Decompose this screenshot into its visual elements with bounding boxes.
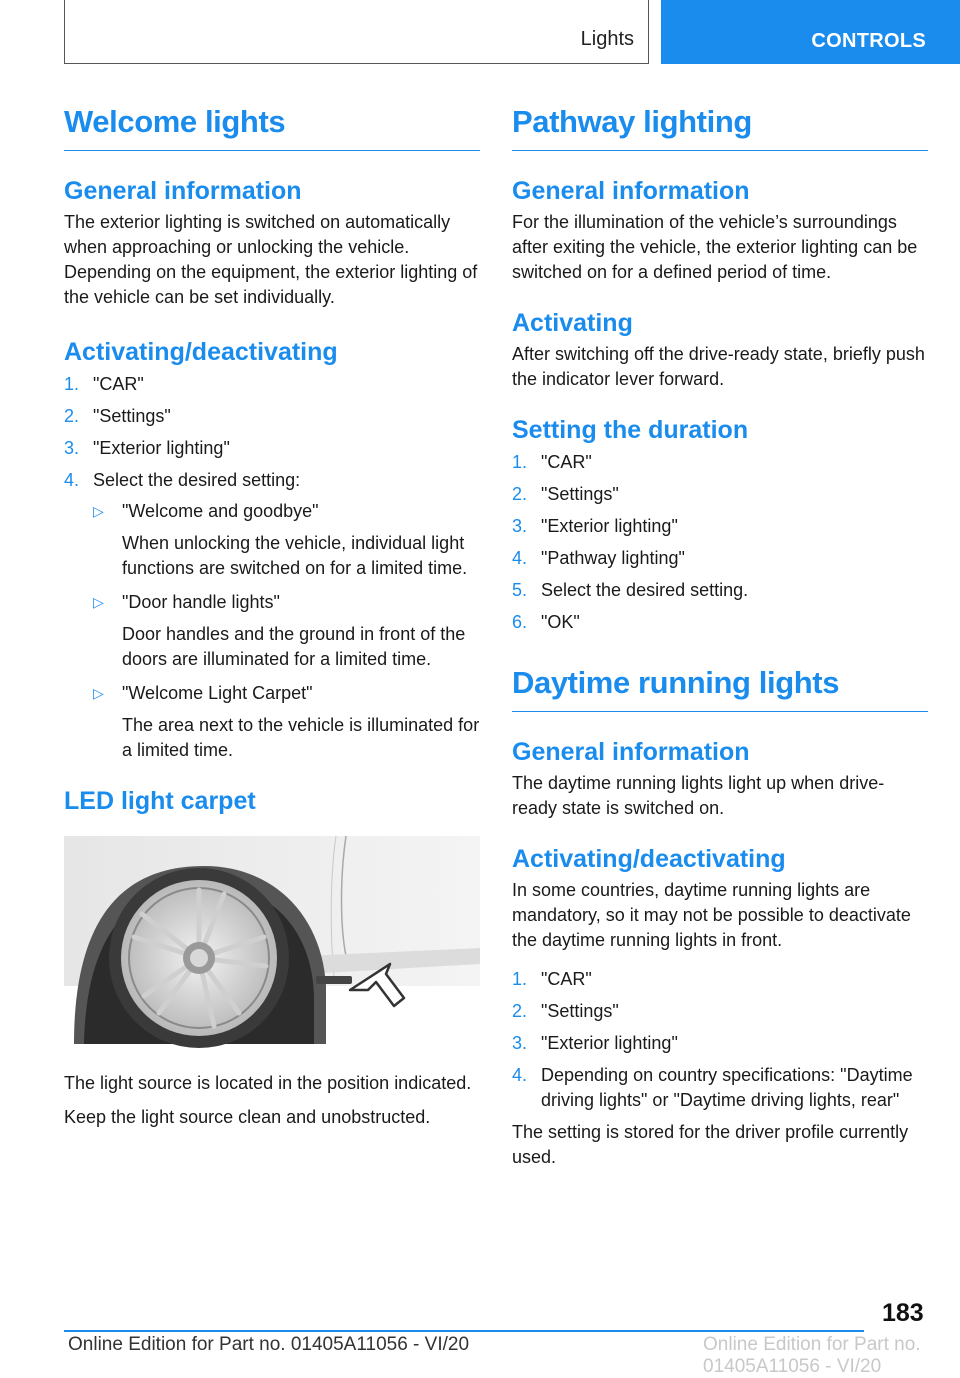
drl-activating-heading: Activating/deactivating	[512, 845, 786, 873]
duration-heading: Setting the duration	[512, 416, 749, 444]
list-item: 1. "CAR"	[512, 452, 592, 472]
list-item: 6. "OK"	[512, 612, 580, 632]
triangle-bullet-icon: ▷	[93, 503, 104, 519]
right-column	[512, 102, 928, 1170]
triangle-bullet-icon: ▷	[93, 685, 104, 701]
drl-steps-list	[512, 967, 928, 1113]
drl-footer-text: The setting is stored for the driver profile currently used.	[512, 1122, 909, 1167]
duration-steps-list	[512, 450, 928, 635]
footer-divider	[64, 1330, 864, 1332]
option-item: ▷ "Welcome and goodbye" When unlocking the vehicle, individual light functions are switched on for a limited time.	[93, 501, 468, 578]
page-number: 183	[882, 1299, 924, 1327]
list-item: 1. "CAR"	[512, 969, 592, 989]
header-chapter-label: CONTROLS	[811, 30, 926, 52]
list-item: 2. "Settings"	[64, 406, 171, 426]
pathway-general-heading: General information	[512, 177, 750, 205]
pathway-lighting-title: Pathway lighting	[512, 102, 928, 151]
list-item: 2. "Settings"	[512, 484, 619, 504]
list-item: 4. "Pathway lighting"	[512, 548, 685, 568]
list-item: 1. "CAR"	[64, 374, 144, 394]
carpet-caption-location: The light source is located in the position indicated.	[64, 1073, 472, 1093]
list-item: 4. Select the desired setting: ▷ "Welcome and goodbye" When unlocking the vehicle, individual light functions are switched on for a limited time. ▷ "Door handle lights" Door handles and the ground in front of the doors are illuminated for a limited time. ▷ "Welcome Light Carpet" The area next to the vehicle is illuminated for a limited time.	[64, 468, 480, 763]
triangle-bullet-icon: ▷	[93, 594, 104, 610]
car-wheel-illustration	[64, 836, 480, 1044]
pathway-activating-text: After switching off the drive-ready state, briefly push the indicator lever forward.	[512, 344, 925, 389]
led-carpet-heading: LED light carpet	[64, 787, 256, 815]
welcome-activating-heading: Activating/deactivating	[64, 338, 338, 366]
header-section-tab	[64, 0, 649, 64]
list-item: 4. Depending on country specifications: "Daytime driving lights" or "Daytime driving lights, rear"	[512, 1065, 913, 1110]
pathway-general-text: For the illumination of the vehicle’s surroundings after exiting the vehicle, the exterior lighting can be switched on for a defined period of time.	[512, 212, 918, 282]
welcome-general-heading: General information	[64, 177, 302, 205]
drl-activating-text: In some countries, daytime running lights are mandatory, so it may not be possible to deactivate the daytime running lights in front.	[512, 880, 911, 950]
left-column	[64, 102, 480, 1130]
list-item: 2. "Settings"	[512, 1001, 619, 1021]
welcome-general-text: The exterior lighting is switched on automatically when approaching or unlocking the vehicle. Depending on the equipment, the exterior lighting of the vehicle can be set individually.	[64, 212, 478, 307]
welcome-lights-title: Welcome lights	[64, 102, 480, 151]
option-item: ▷ "Door handle lights" Door handles and the ground in front of the doors are illuminated for a limited time.	[93, 592, 466, 669]
list-item: 5. Select the desired setting.	[512, 580, 749, 600]
list-item: 3. "Exterior lighting"	[512, 516, 678, 536]
header-section-label: Lights	[580, 28, 634, 50]
footer-watermark: Online Edition for Part no. 01405A11056 - VI/20	[703, 1334, 921, 1377]
header-chapter-tab	[661, 0, 960, 64]
option-item: ▷ "Welcome Light Carpet" The area next to the vehicle is illuminated for a limited time.	[93, 683, 480, 760]
daytime-running-lights-title: Daytime running lights	[512, 663, 928, 712]
drl-general-heading: General information	[512, 738, 750, 766]
drl-general-text: The daytime running lights light up when drive-ready state is switched on.	[512, 773, 885, 818]
welcome-options-list	[93, 499, 480, 763]
carpet-caption-clean: Keep the light source clean and unobstructed.	[64, 1107, 431, 1127]
list-item: 3. "Exterior lighting"	[64, 438, 230, 458]
list-item: 3. "Exterior lighting"	[512, 1033, 678, 1053]
footer-edition: Online Edition for Part no. 01405A11056 - VI/20	[68, 1334, 470, 1355]
welcome-steps-list	[64, 372, 480, 763]
pathway-activating-heading: Activating	[512, 309, 633, 337]
